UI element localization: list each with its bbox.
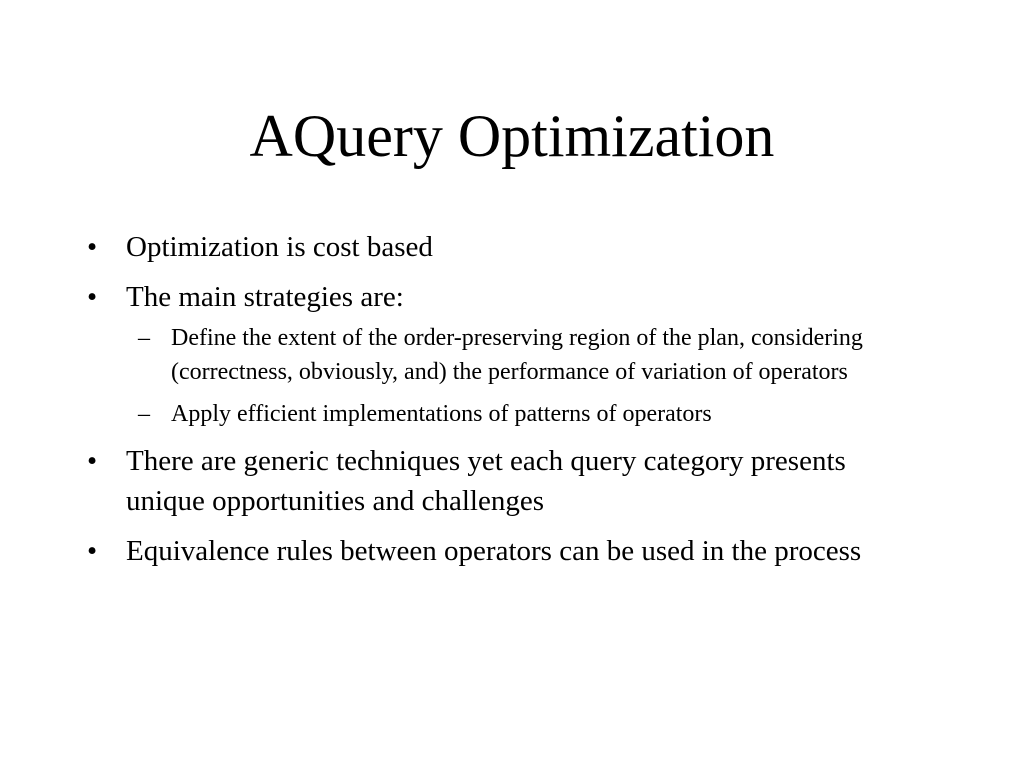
bullet-item: [0, 277, 1024, 431]
bullet-text: The main strategies are:: [126, 281, 404, 313]
bullet-mark: •: [87, 281, 98, 313]
bullet-mark: •: [87, 535, 98, 567]
sub-bullet-mark: –: [138, 401, 150, 427]
bullet-mark: •: [87, 445, 98, 477]
slide-title: AQuery Optimization: [249, 103, 775, 169]
sub-bullet-item: [126, 321, 904, 389]
sub-bullet-item: [126, 397, 904, 431]
bullet-item: [0, 531, 1024, 571]
bullet-mark: •: [87, 231, 98, 263]
bullet-list: [0, 227, 1024, 581]
sub-bullet-list: [126, 321, 904, 431]
bullet-text: Optimization is cost based: [126, 231, 433, 263]
sub-bullet-mark: –: [138, 325, 150, 351]
bullet-item: [0, 441, 1024, 521]
sub-bullet-text: Apply efficient implementations of patterns of operators: [171, 401, 712, 427]
bullet-text: There are generic techniques yet each query category presents unique opportunities and challenges: [126, 445, 846, 517]
sub-bullet-text: Define the extent of the order-preserving region of the plan, considering (correctness, obviously, and) the performance of variation of operators: [171, 325, 863, 385]
bullet-item: [0, 227, 1024, 267]
bullet-text: Equivalence rules between operators can be used in the process: [126, 535, 862, 567]
